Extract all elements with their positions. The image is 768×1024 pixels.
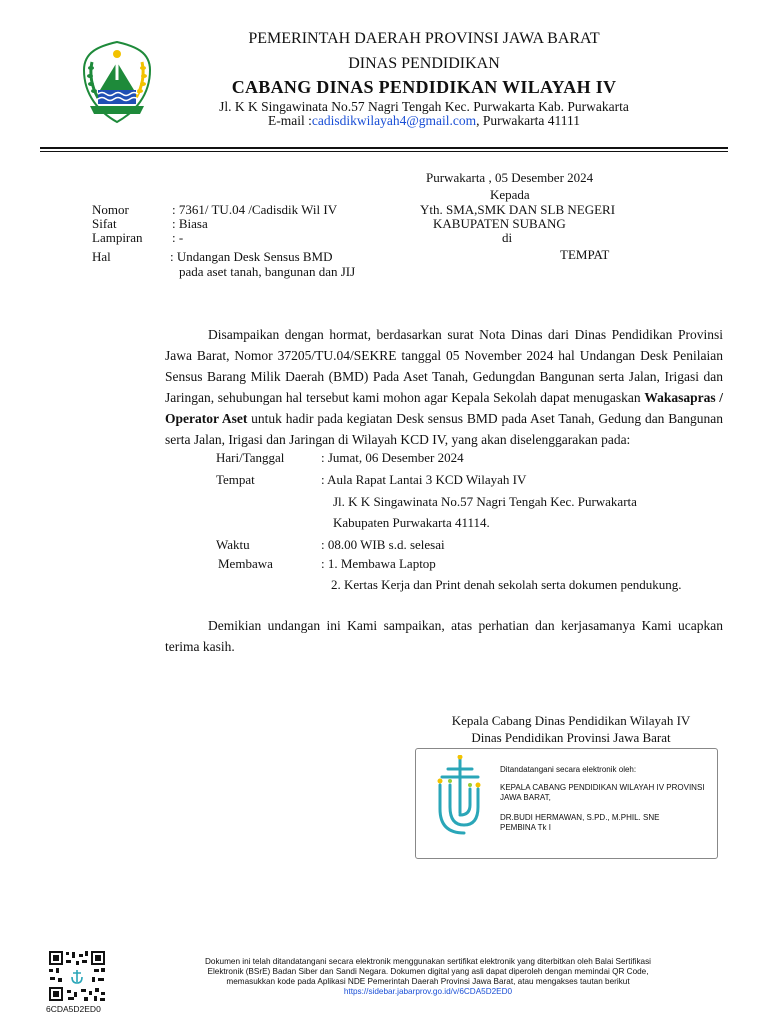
footer-verification-link[interactable]: https://sidebar.jabarprov.go.id/v/6CDA5D2ED0 <box>343 987 513 996</box>
recipient-line2: KABUPATEN SUBANG <box>433 216 566 231</box>
letterhead-address: Jl. K K Singawinata No.57 Nagri Tengah Kec. Purwakarta Kab. Purwakarta <box>219 99 629 114</box>
recipient-kepada: Kepada <box>490 187 530 202</box>
date-line: Purwakarta , 05 Desember 2024 <box>426 170 594 185</box>
membawa-item-2: 2. Kertas Kerja dan Print denah sekolah serta dokumen pendukung. <box>331 577 682 592</box>
hal-label: Hal <box>92 249 111 264</box>
recipient-tempat: TEMPAT <box>560 247 610 262</box>
hal-value-line1: : Undangan Desk Sensus BMD <box>170 249 333 264</box>
signatory-name: DR.BUDI HERMAWAN, S.PD., M.PHIL. SNE <box>500 813 660 822</box>
tempat-value-line3: Kabupaten Purwakarta 41114. <box>333 515 490 530</box>
email-suffix: , Purwakarta 41111 <box>476 113 580 128</box>
letterhead-divider-thin <box>40 151 728 152</box>
letterhead-agency: DINAS PENDIDIKAN <box>348 55 500 72</box>
hari-label: Hari/Tanggal <box>216 450 285 465</box>
nomor-value: : 7361/ TU.04 /Cadisdik Wil IV <box>172 202 338 217</box>
membawa-item-1: : 1. Membawa Laptop <box>321 556 436 571</box>
closing-paragraph: Demikian undangan ini Kami sampaikan, atas perhatian dan kerjasamanya Kami ucapkan terima kasih. <box>165 618 723 654</box>
tempat-value-line1: : Aula Rapat Lantai 3 KCD Wilayah IV <box>321 472 527 487</box>
tempat-value-line2: Jl. K K Singawinata No.57 Nagri Tengah Kec. Purwakarta <box>333 494 637 509</box>
letterhead-divider <box>40 147 728 149</box>
body-paragraph-part2: untuk hadir pada kegiatan Desk sensus BMD pada Aset Tanah, Gedung dan Bangunan serta Jalan, Irigasi dan Jaringan di Wilayah KCD IV, yang akan diselenggarakan pada: <box>165 411 724 447</box>
letterhead-email-line <box>0 113 768 129</box>
verification-qr-code[interactable] <box>48 950 106 1002</box>
body-paragraph <box>165 324 723 450</box>
signatory-title-2: Dinas Pendidikan Provinsi Jawa Barat <box>471 730 671 745</box>
qr-code-id: 6CDA5D2ED0 <box>46 1004 101 1014</box>
nde-signature-icon <box>430 755 490 835</box>
hal-value-line2: pada aset tanah, bangunan dan JIJ <box>179 264 356 279</box>
signatory-title-1: Kepala Cabang Dinas Pendidikan Wilayah IV <box>451 713 691 728</box>
letterhead-government: PEMERINTAH DAERAH PROVINSI JAWA BARAT <box>248 30 600 47</box>
lampiran-label: Lampiran <box>92 230 143 245</box>
email-link[interactable]: cadisdikwilayah4@gmail.com <box>311 113 477 128</box>
hari-value: : Jumat, 06 Desember 2024 <box>321 450 464 465</box>
footer-note-line1: Dokumen ini telah ditandatangani secara elektronik menggunakan sertifikat elektronik yang diterbitkan oleh Balai Sertifikasi <box>204 957 652 966</box>
signatory-position: KEPALA CABANG PENDIDIKAN WILAYAH IV PROVINSI JAWA BARAT, <box>500 783 705 802</box>
signed-by-label: Ditandatangani secara elektronik oleh: <box>500 765 637 774</box>
waktu-label: Waktu <box>216 537 250 552</box>
sifat-value: : Biasa <box>172 216 208 231</box>
recipient-line1: Yth. SMA,SMK DAN SLB NEGERI <box>420 202 616 217</box>
email-prefix: E-mail : <box>267 113 312 128</box>
nomor-label: Nomor <box>92 202 129 217</box>
recipient-di: di <box>502 230 513 245</box>
letterhead-branch: CABANG DINAS PENDIDIKAN WILAYAH IV <box>231 77 617 97</box>
footer-note-line2: Elektronik (BSrE) Badan Siber dan Sandi Negara. Dokumen digital yang asli dapat diperoleh dengan memindai QR Code, <box>207 967 649 976</box>
body-paragraph-bold: Wakasapras / Operator Aset <box>165 390 723 426</box>
signatory-rank: PEMBINA Tk I <box>500 823 551 832</box>
lampiran-value: : - <box>172 230 184 245</box>
membawa-label: Membawa <box>218 556 273 571</box>
tempat-label: Tempat <box>216 472 255 487</box>
body-paragraph-part1: Disampaikan dengan hormat, berdasarkan surat Nota Dinas dari Dinas Pendidikan Provinsi Jawa Barat, Nomor 37205/TU.04/SEKRE tanggal 05 November 2024 hal Undangan Desk Penilaian Sensus Barang Milik Daerah (BMD) Pada Aset Tanah, Gedungdan Bangunan serta Jalan, Irigasi dan Jaringan, sehubungan hal tersebut kami mohon agar Kepala Sekolah dapat menugaskan <box>165 327 723 405</box>
footer-note-line3: memasukkan kode pada Aplikasi NDE Pemerintah Daerah Provinsi Jawa Barat, atau mengakses tautan berikut <box>226 977 630 986</box>
sifat-label: Sifat <box>92 216 117 231</box>
electronic-signature-box <box>415 748 718 859</box>
waktu-value: : 08.00 WIB s.d. selesai <box>321 537 445 552</box>
